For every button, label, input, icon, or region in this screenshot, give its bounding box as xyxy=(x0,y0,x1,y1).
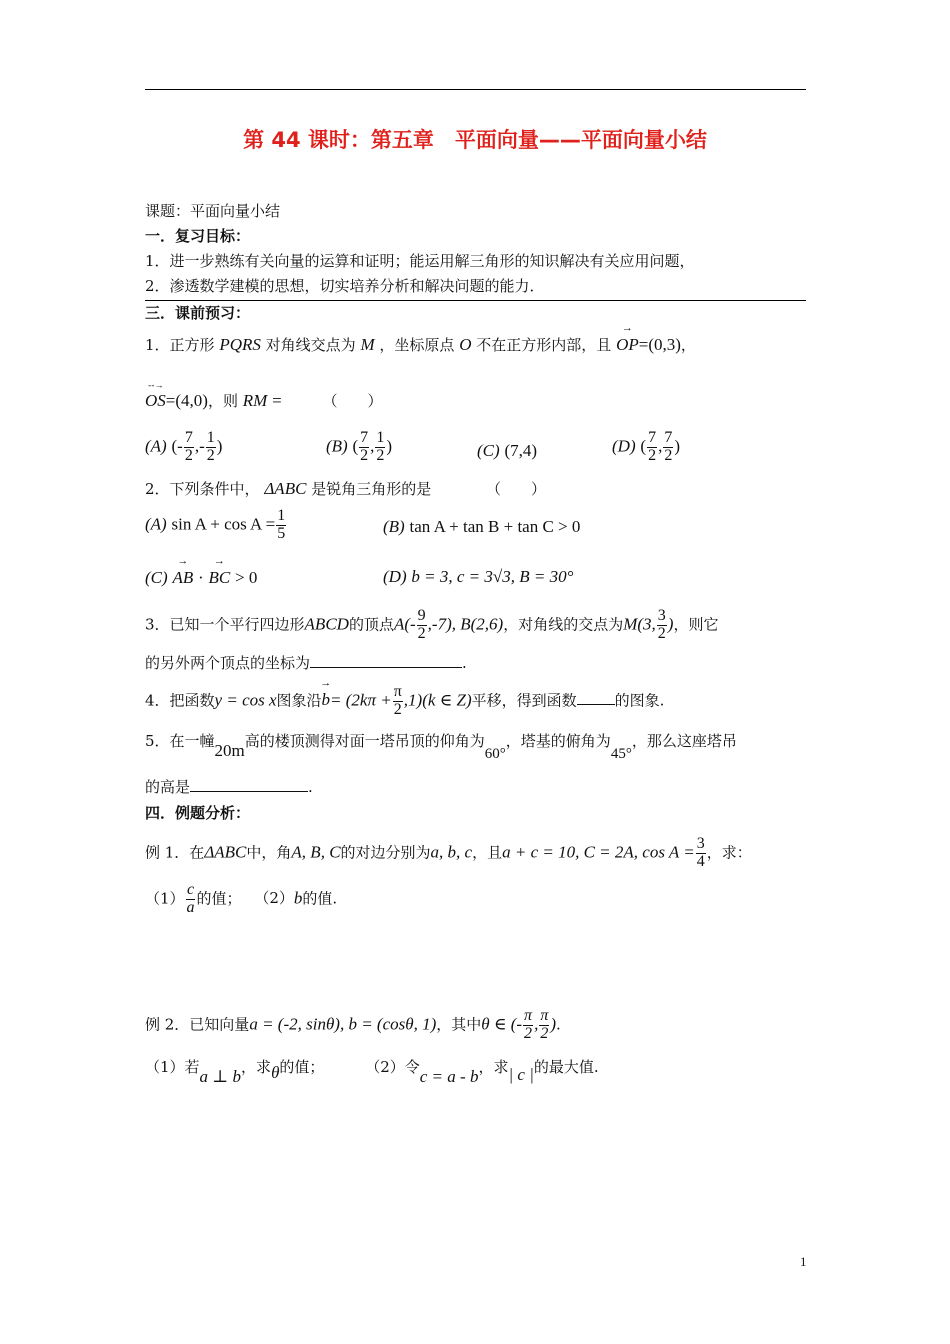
question-4: 4．把函数y = cos x图象沿→ b= (2kπ + $\frac{\pi}{2}$ ,1)(k ∈ Z)平移，得到函数 的图象. xyxy=(145,684,664,719)
section3-heading: 三．课前预习： xyxy=(145,304,251,322)
example-1-subquestions: （1） $\frac{c}{a}$ 的值； （2）b的值. xyxy=(145,881,338,916)
goal-item-1: 1．进一步熟练有关向量的运算和证明；能运用解三角形的知识解决有关应用问题， xyxy=(145,252,695,270)
example-2-stem: 例 2．已知向量a = (-2, sinθ), b = (cosθ, 1)，其中θ ∈ (- $\frac{\pi}{2}$ , $\frac{\pi}{2}$ ). xyxy=(145,1007,561,1042)
page-number: 1 xyxy=(800,1254,807,1269)
question-2-stem: 2．下列条件中， ΔABC 是锐角三角形的是 （ ） xyxy=(145,479,547,498)
answer-blank[interactable] xyxy=(577,704,615,705)
section-divider xyxy=(145,300,806,301)
topic-label: 课题：平面向量小结 xyxy=(145,202,281,220)
question-3-line1: 3．已知一个平行四边形ABCD的顶点A(- $\frac{9}{2}$ ,-7), B(2,6)，对角线的交点为M(3, $\frac{3}{2}$ )，则它 xyxy=(145,607,719,642)
q2-option-d: (D) b = 3, c = 3√3, B = 30° xyxy=(383,567,574,586)
q1-option-b: (B) ( $\frac{7}{2}$ , $\frac{1}{2}$ ) xyxy=(326,429,393,464)
answer-blank[interactable] xyxy=(310,667,462,668)
question-3-line2: 的另外两个顶点的坐标为 . xyxy=(145,654,467,672)
header-rule xyxy=(145,89,806,90)
q1-option-c: (C) (7,4) xyxy=(477,441,538,460)
section1-heading: 一．复习目标： xyxy=(145,227,251,245)
question-1-line1: 1．正方形 PQRS 对角线交点为 M ，坐标原点 O 不在正方形内部，且 → OP=(0,3)， xyxy=(145,336,696,353)
example-1-stem: 例 1．在ΔABC中，角A, B, C的对边分别为a, b, c，且a + c = 10, C = 2A, cos A = $\frac{3}{4}$ ，求： xyxy=(145,835,752,870)
q1-option-a: (A) (- $\frac{7}{2}$ ,- $\frac{1}{2}$ ) xyxy=(145,429,223,464)
q2-option-c: (C) → AB · → BC > 0 xyxy=(145,568,257,588)
example-2-subquestions: （1）若a ⊥ b，求θ的值； （2）令c = a - b，求| c |的最大值. xyxy=(145,1058,599,1086)
goal-item-2: 2．渗透数学建模的思想，切实培养分析和解决问题的能力． xyxy=(145,277,545,295)
q2-option-b: (B) tan A + tan B + tan C > 0 xyxy=(383,517,581,536)
question-1-line2: - - → OS=(4,0)，则 RM = （ ） xyxy=(145,392,382,409)
q1-option-d: (D) ( $\frac{7}{2}$ , $\frac{7}{2}$ ) xyxy=(612,429,680,464)
page-title: 第 44 课时：第五章 平面向量——平面向量小结 xyxy=(243,128,707,152)
q2-option-a: (A) sin A + cos A = $\frac{1}{5}$ xyxy=(145,507,286,542)
question-5-line2: 的高是 . xyxy=(145,778,313,796)
question-5-line1: 5．在一幢20m高的楼顶测得对面一塔吊顶的仰角为60°，塔基的俯角为45°，那么这座塔吊 xyxy=(145,732,737,762)
section4-heading: 四．例题分析： xyxy=(145,804,251,822)
answer-blank[interactable] xyxy=(190,791,308,792)
